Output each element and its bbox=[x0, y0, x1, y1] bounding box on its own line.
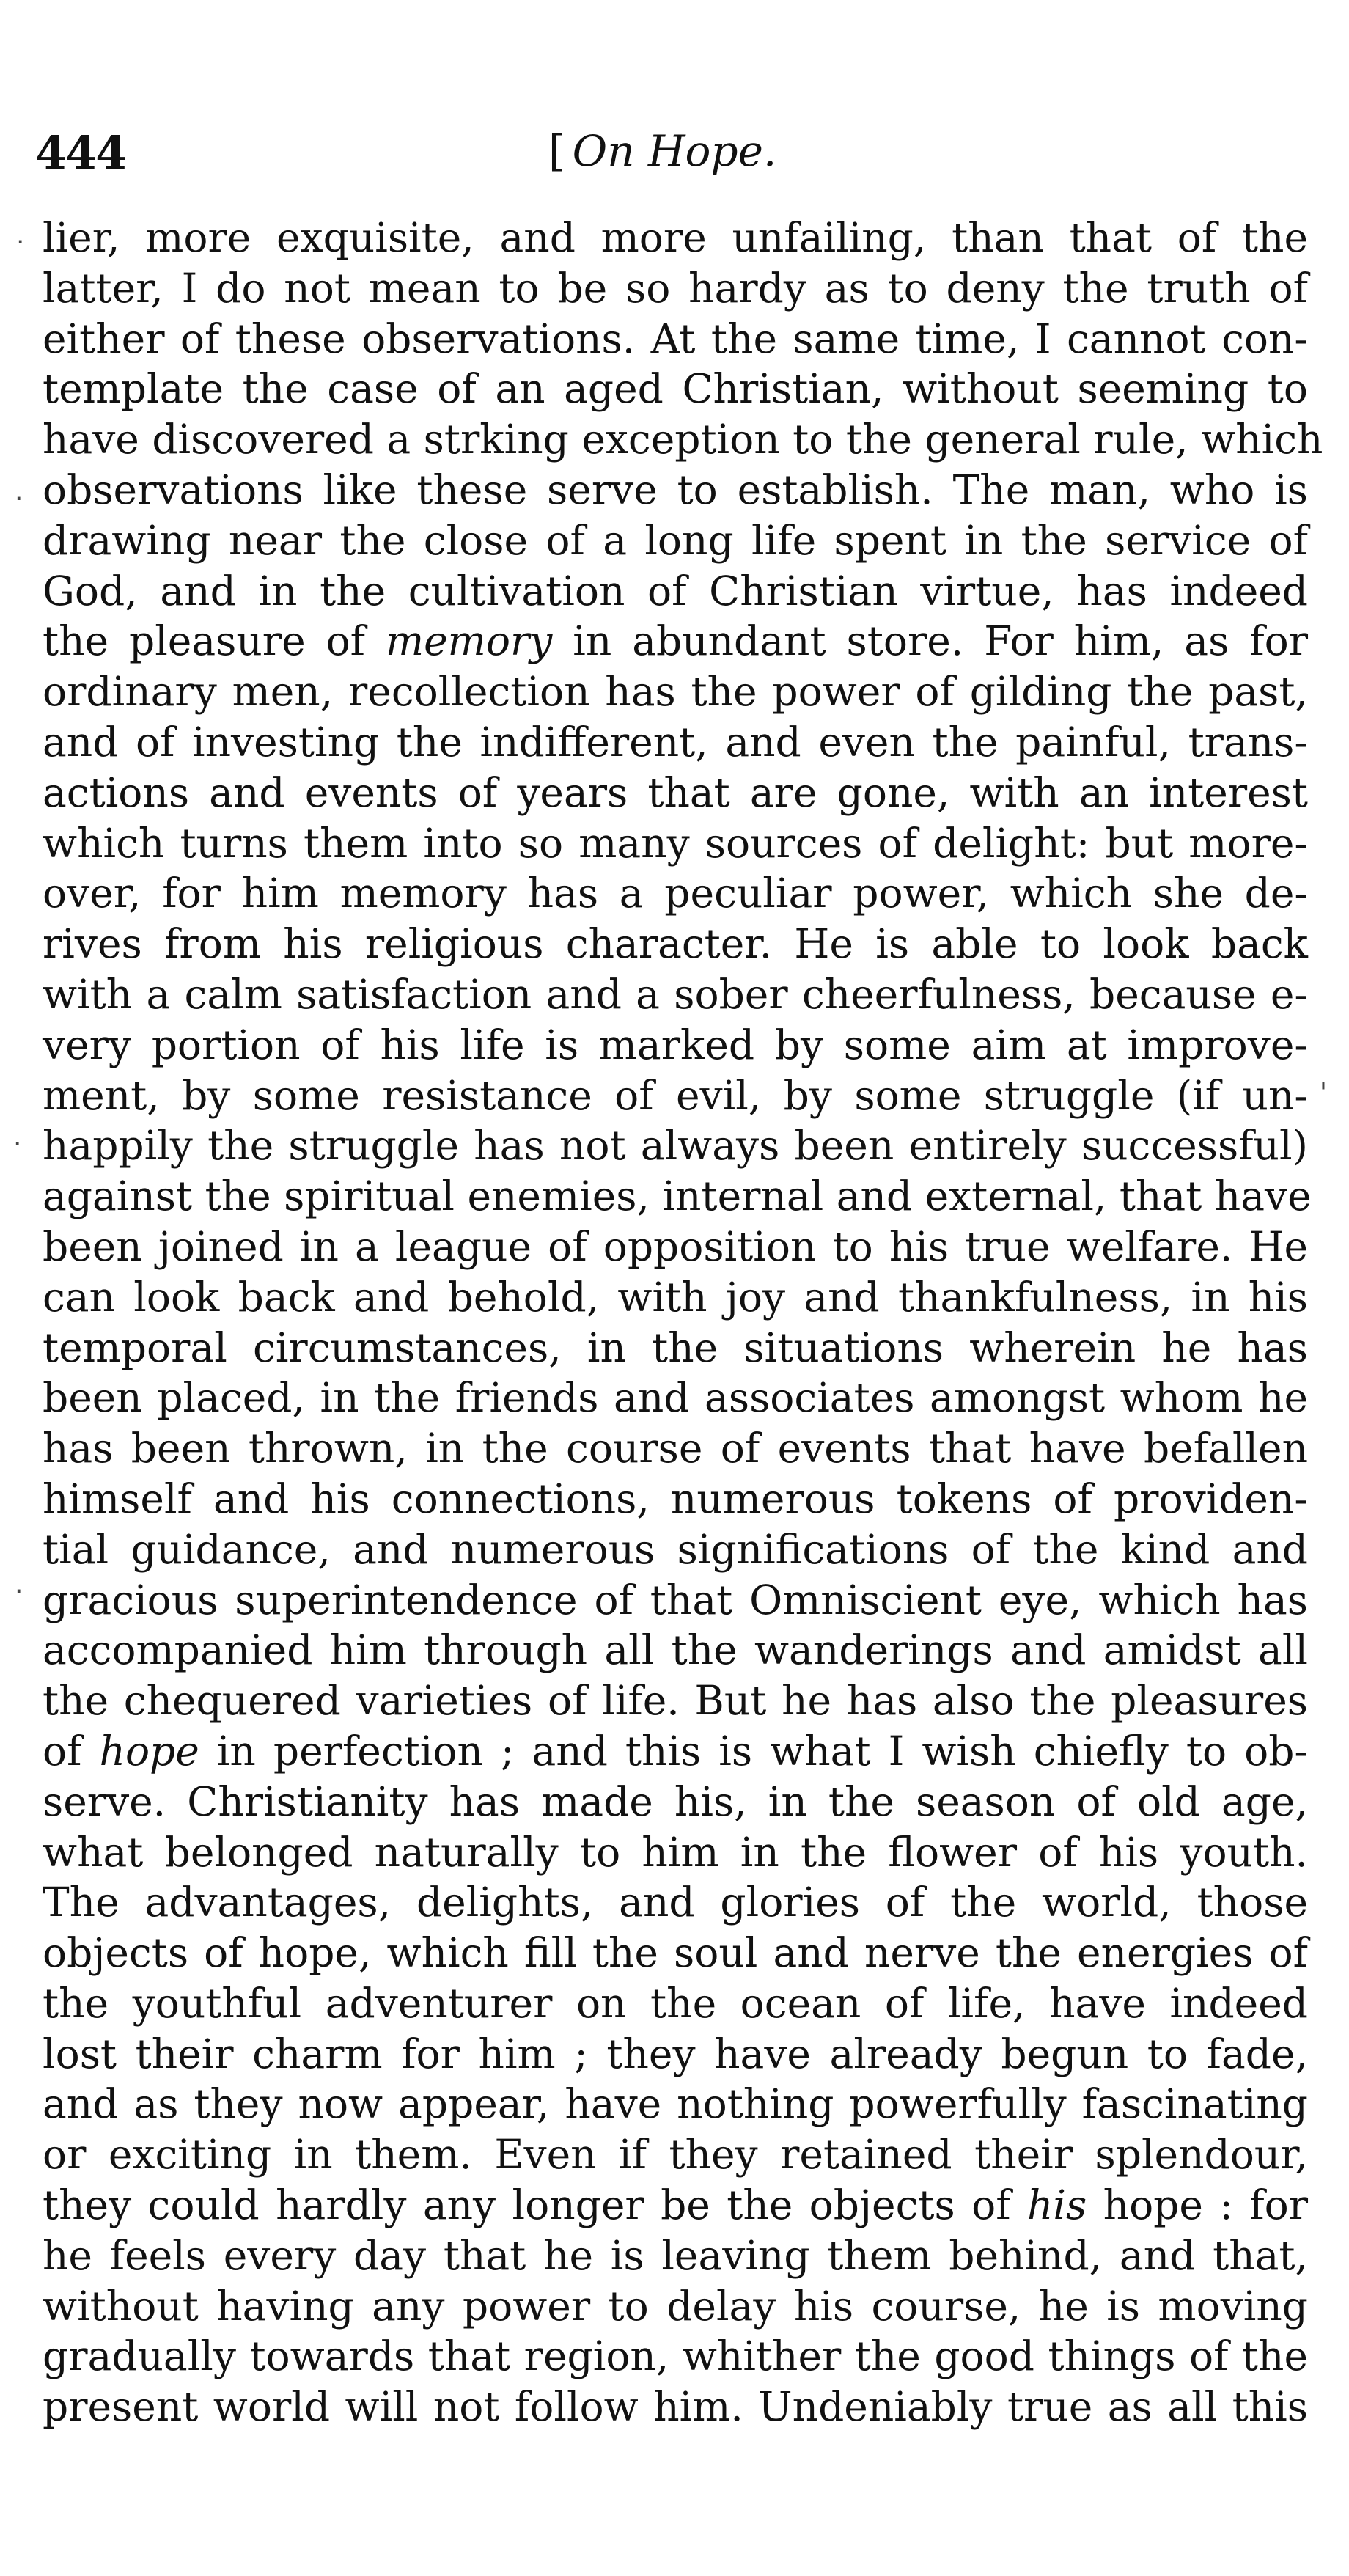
text-line: the chequered varieties of life. But he has also the pleasures bbox=[43, 1677, 1308, 1725]
text-line: been placed, in the friends and associates amongst whom he bbox=[43, 1374, 1308, 1422]
text-line: happily the struggle has not always been entirely successful) bbox=[43, 1122, 1308, 1170]
text-line: they could hardly any longer be the objects of his hope : for bbox=[43, 2181, 1309, 2229]
text-line: rives from his religious character. He is able to look back bbox=[43, 920, 1308, 968]
text-line: over, for him memory has a peculiar power, which she de- bbox=[43, 870, 1308, 917]
text-line: and as they now appear, have nothing powerfully fascinating bbox=[43, 2080, 1308, 2128]
margin-speck: · bbox=[16, 227, 25, 257]
text-line: observations like these serve to establish. The man, who is bbox=[43, 466, 1308, 513]
text-line: himself and his connections, numerous tokens of providen- bbox=[43, 1475, 1308, 1522]
text-line: with a calm satisfaction and a sober cheerfulness, because e- bbox=[43, 970, 1308, 1018]
margin-speck: · bbox=[15, 1577, 23, 1607]
text-line: which turns them into so many sources of delight: but more- bbox=[43, 819, 1308, 867]
text-line: against the spiritual enemies, internal and external, that have bbox=[43, 1173, 1312, 1220]
running-head bbox=[35, 126, 1296, 185]
text-line: or exciting in them. Even if they retained their splendour, bbox=[43, 2131, 1308, 2179]
running-title-text: On Hope. bbox=[572, 126, 777, 176]
text-line: been joined in a league of opposition to his true welfare. He bbox=[43, 1222, 1308, 1270]
text-line: the pleasure of memory in abundant store. For him, as for bbox=[43, 617, 1308, 665]
header-bracket: [ bbox=[548, 126, 565, 176]
text-line: present world will not follow him. Undeniably true as all this bbox=[43, 2383, 1308, 2431]
text-line: the youthful adventurer on the ocean of life, have indeed bbox=[43, 1979, 1308, 2027]
text-line: has been thrown, in the course of events that have befallen bbox=[43, 1425, 1308, 1472]
text-line: temporal circumstances, in the situations wherein he has bbox=[43, 1324, 1308, 1371]
text-line: The advantages, delights, and glories of the world, those bbox=[43, 1879, 1308, 1926]
text-line: actions and events of years that are gone, with an interest bbox=[43, 768, 1308, 816]
italic-word: memory bbox=[385, 617, 553, 665]
text-line: ordinary men, recollection has the power of gilding the past, bbox=[43, 668, 1308, 716]
text-line: ment, by some resistance of evil, by some struggle (if un- bbox=[43, 1071, 1308, 1119]
text-line: either of these observations. At the same time, I cannot con- bbox=[43, 315, 1308, 362]
text-line: have discovered a strking exception to the general rule, which bbox=[43, 416, 1323, 463]
text-line: God, and in the cultivation of Christian virtue, has indeed bbox=[43, 567, 1308, 614]
text-line: tial guidance, and numerous significations of the kind and bbox=[43, 1525, 1308, 1573]
text-line: lost their charm for him ; they have already begun to fade, bbox=[43, 2030, 1308, 2077]
text-line: very portion of his life is marked by some aim at improve- bbox=[43, 1021, 1308, 1068]
text-line: he feels every day that he is leaving them behind, and that, bbox=[43, 2231, 1308, 2279]
text-line: lier, more exquisite, and more unfailing, than that of the bbox=[43, 214, 1308, 261]
text-line: template the case of an aged Christian, without seeming to bbox=[43, 365, 1308, 413]
text-line: accompanied him through all the wanderings and amidst all bbox=[43, 1626, 1308, 1674]
text-line: gracious superintendence of that Omniscient eye, which has bbox=[43, 1576, 1308, 1623]
text-line: drawing near the close of a long life spent in the service of bbox=[43, 516, 1308, 564]
text-line: what belonged naturally to him in the flower of his youth. bbox=[43, 1828, 1308, 1876]
page-number: 444 bbox=[35, 126, 126, 180]
text-line: of hope in perfection ; and this is what I wish chiefly to ob- bbox=[43, 1727, 1309, 1775]
text-line: objects of hope, which fill the soul and nerve the energies of bbox=[43, 1929, 1308, 1977]
text-line: and of investing the indifferent, and even the painful, trans- bbox=[43, 718, 1308, 766]
text-line: serve. Christianity has made his, in the season of old age, bbox=[43, 1777, 1308, 1825]
margin-speck: · bbox=[15, 484, 23, 514]
text-line: gradually towards that region, whither the good things of the bbox=[43, 2333, 1308, 2380]
italic-word: hope bbox=[99, 1727, 199, 1775]
margin-speck: · bbox=[13, 1129, 22, 1159]
margin-speck: ' bbox=[1320, 1078, 1327, 1108]
running-title bbox=[548, 126, 776, 176]
body-text bbox=[43, 213, 1323, 2432]
text-line: latter, I do not mean to be so hardy as to deny the truth of bbox=[43, 264, 1308, 312]
italic-word: his bbox=[1027, 2181, 1087, 2229]
text-line: can look back and behold, with joy and thankfulness, in his bbox=[43, 1273, 1308, 1321]
text-line: without having any power to delay his course, he is moving bbox=[43, 2282, 1308, 2330]
